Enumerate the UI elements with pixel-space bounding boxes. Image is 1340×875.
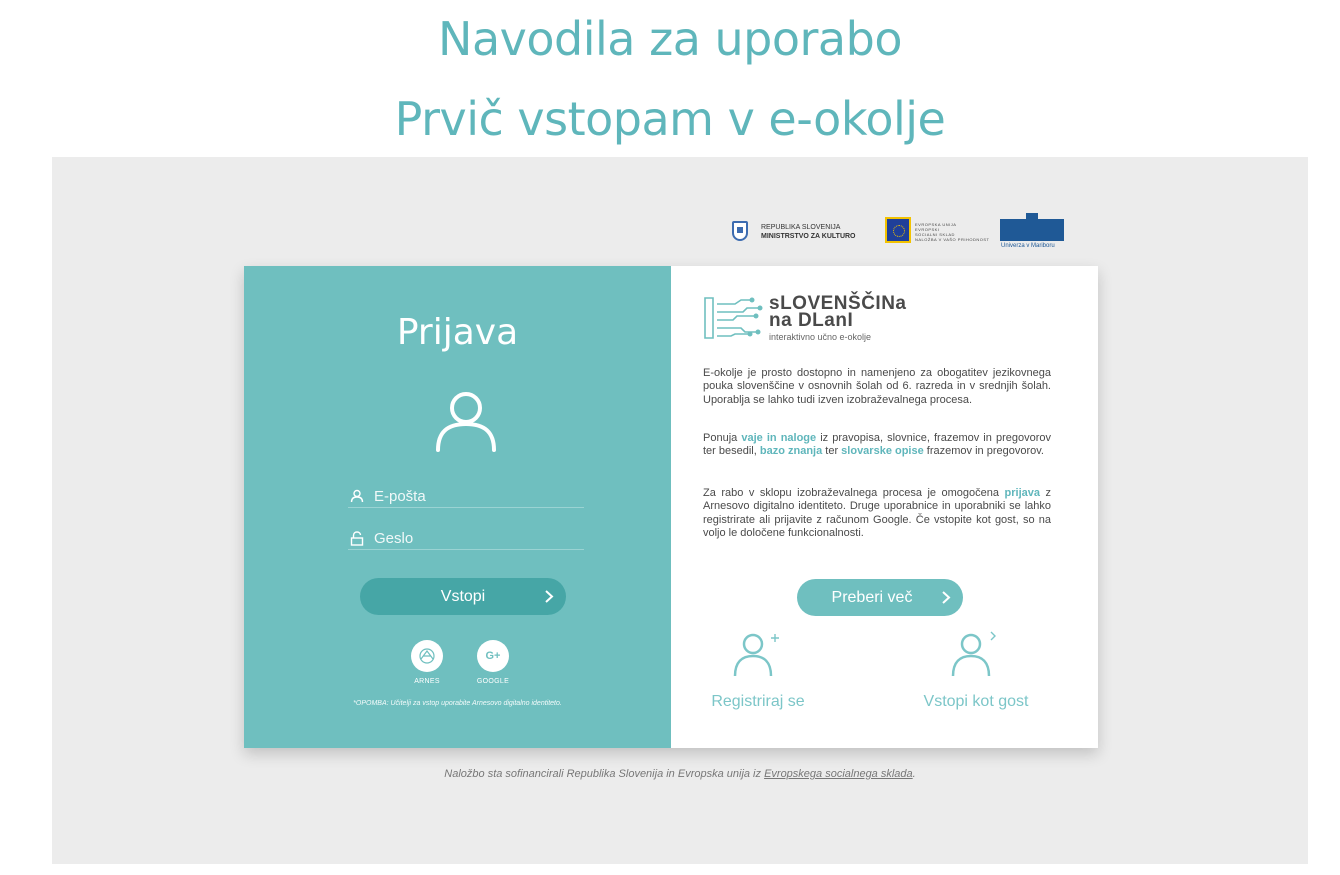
read-more-label: Preberi več bbox=[831, 589, 913, 606]
register-action[interactable] bbox=[683, 630, 833, 711]
guest-label: Vstopi kot gost bbox=[923, 693, 1029, 710]
register-label: Registriraj se bbox=[711, 693, 805, 710]
eu-flag-icon bbox=[885, 217, 911, 243]
knowledge-base-link[interactable]: bazo znanja bbox=[759, 445, 823, 458]
password-input[interactable] bbox=[374, 528, 580, 548]
arnes-login[interactable] bbox=[407, 640, 447, 685]
login-link[interactable]: prijava bbox=[1004, 487, 1040, 499]
university-building-icon bbox=[1000, 219, 1064, 241]
page-title: Navodila za uporabo bbox=[438, 12, 902, 66]
chevron-right-icon bbox=[941, 590, 951, 605]
google-plus-icon[interactable]: G+ bbox=[477, 640, 509, 672]
login-button[interactable] bbox=[360, 578, 566, 615]
login-screenshot bbox=[52, 157, 1308, 864]
eu-logo: EVROPSKA UNIJA EVROPSKI SOCIALNI SKLAD NALOŽBA V VAŠO PRIHODNOST bbox=[885, 213, 985, 253]
password-field bbox=[348, 528, 584, 550]
user-small-icon bbox=[350, 489, 364, 503]
google-login[interactable] bbox=[473, 640, 513, 685]
exercises-link[interactable]: vaje in naloge bbox=[741, 432, 817, 444]
university-logo: Univerza v Mariboru bbox=[1000, 213, 1066, 253]
login-panel bbox=[244, 266, 671, 748]
guest-user-icon bbox=[949, 630, 1003, 678]
teacher-note: *OPOMBA: Učitelji za vstop uporabite Arnesovo digitalno identiteto. bbox=[353, 700, 562, 707]
arnes-icon[interactable] bbox=[411, 640, 443, 672]
guest-action[interactable] bbox=[901, 630, 1051, 711]
add-user-icon bbox=[731, 630, 785, 678]
login-card bbox=[244, 266, 1098, 748]
coat-of-arms-icon bbox=[732, 221, 748, 241]
email-input[interactable] bbox=[374, 486, 580, 506]
email-field bbox=[348, 486, 584, 508]
brand-name: sLOVENŠČINa na DLanI bbox=[769, 293, 907, 331]
description-paragraph: Ponuja vaje in naloge iz pravopisa, slovnice, frazemov in pregovorov ter besedil, bazo znanja ter slovarske opise frazemov in pregovorov. bbox=[703, 432, 1051, 458]
arnes-label: ARNES bbox=[414, 678, 440, 685]
user-icon bbox=[434, 390, 498, 452]
page-subtitle: Prvič vstopam v e-okolje bbox=[394, 92, 946, 146]
dictionary-link[interactable]: slovarske opise bbox=[841, 445, 924, 458]
chevron-right-icon bbox=[544, 589, 554, 604]
description-paragraph: Za rabo v sklopu izobraževalnega procesa je omogočena prijava z Arnesovo digitalno identiteto. Druge uporabnice in uporabniki se lahko registrirate ali prijavite z računom Google. Če vstopite kot gost, so na voljo le določene funkcionalnosti. bbox=[703, 487, 1051, 540]
read-more-button[interactable] bbox=[797, 579, 963, 616]
login-button-label: Vstopi bbox=[440, 588, 486, 605]
brand-circuit-icon bbox=[703, 296, 763, 340]
esf-link[interactable]: Evropskega socialnega sklada bbox=[764, 768, 913, 780]
login-heading: Prijava bbox=[396, 312, 519, 353]
brand-tagline: interaktivno učno e-okolje bbox=[769, 332, 872, 342]
ministry-logo: REPUBLIKA SLOVENIJA MINISTRSTVO ZA KULTURO bbox=[728, 213, 878, 253]
info-panel bbox=[671, 266, 1098, 748]
brand-logo bbox=[703, 293, 923, 342]
google-label: GOOGLE bbox=[476, 678, 510, 685]
lock-icon bbox=[350, 531, 364, 546]
description-paragraph: E-okolje je prosto dostopno in namenjeno za obogatitev jezikovnega pouka slovenščine v osnovnih šolah od 6. razreda in v srednjih šolah. Uporablja se lahko tudi izven izobraževalnega procesa. bbox=[703, 367, 1051, 406]
funding-note: Naložbo sta sofinancirali Republika Slovenija in Evropska unija iz Evropskega socialnega sklada. bbox=[444, 768, 916, 780]
